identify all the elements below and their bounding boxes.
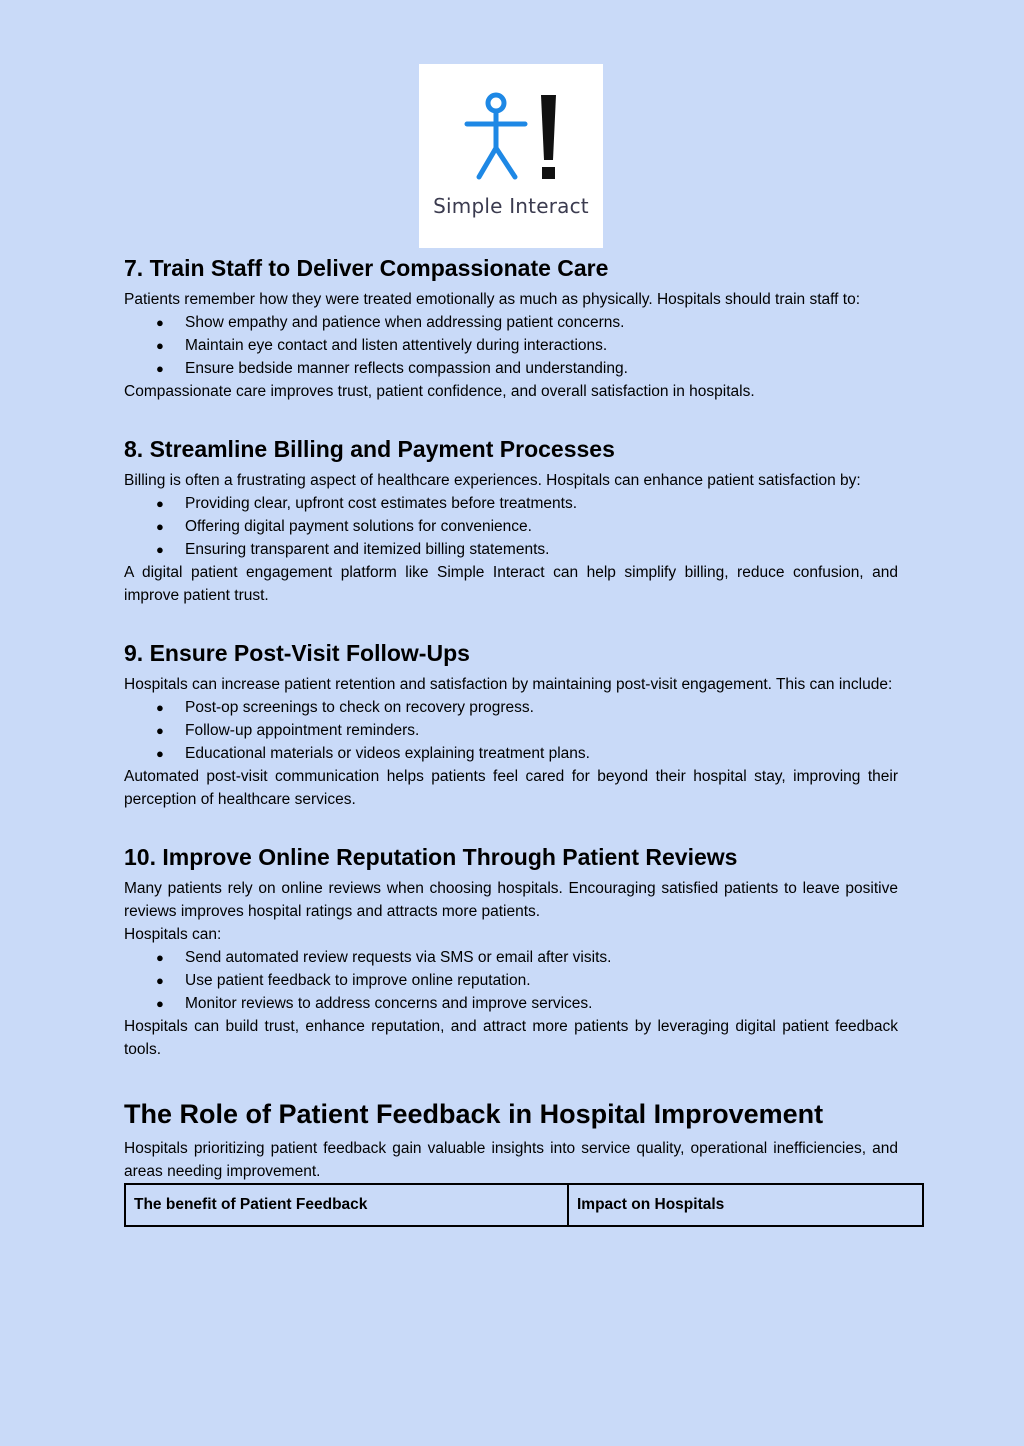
table-header-row xyxy=(125,1184,923,1226)
section-train-staff xyxy=(124,252,898,403)
list-item: ● Follow-up appointment reminders. xyxy=(124,719,898,742)
section-intro: Many patients rely on online reviews when choosing hospitals. Encouraging satisfied patients to leave positive reviews improves hospital ratings and attracts more patients. xyxy=(124,880,898,920)
bullet-icon: ● xyxy=(156,496,164,511)
feedback-table xyxy=(124,1183,924,1227)
list-item: ● Maintain eye contact and listen attentively during interactions. xyxy=(124,334,898,357)
list-item: ● Providing clear, upfront cost estimates before treatments. xyxy=(124,492,898,515)
bullet-icon: ● xyxy=(156,973,164,988)
bullet-icon: ● xyxy=(156,996,164,1011)
section-title: 8. Streamline Billing and Payment Processes xyxy=(124,436,615,462)
table-header-cell: The benefit of Patient Feedback xyxy=(125,1184,568,1226)
section-intro: Hospitals can increase patient retention and satisfaction by maintaining post-visit engagement. This can include: xyxy=(124,676,893,693)
list-item: ● Ensuring transparent and itemized billing statements. xyxy=(124,538,898,561)
bullet-list xyxy=(124,492,898,561)
list-item: ● Use patient feedback to improve online reputation. xyxy=(124,969,898,992)
list-item: ● Post-op screenings to check on recovery progress. xyxy=(124,696,898,719)
bullet-icon: ● xyxy=(156,338,164,353)
section-intro: Billing is often a frustrating aspect of healthcare experiences. Hospitals can enhance patient satisfaction by: xyxy=(124,472,861,489)
section-title: 10. Improve Online Reputation Through Patient Reviews xyxy=(124,844,738,870)
bullet-list xyxy=(124,696,898,765)
bullet-icon: ● xyxy=(156,315,164,330)
section-intro: Patients remember how they were treated emotionally as much as physically. Hospitals should train staff to: xyxy=(124,291,861,308)
bullet-icon: ● xyxy=(156,542,164,557)
section-outro: A digital patient engagement platform like Simple Interact can help simplify billing, reduce confusion, and improve patient trust. xyxy=(124,564,898,604)
list-item: ● Show empathy and patience when addressing patient concerns. xyxy=(124,311,898,334)
section-outro: Automated post-visit communication helps patients feel cared for beyond their hospital stay, improving their perception of healthcare services. xyxy=(124,768,898,808)
list-item: ● Monitor reviews to address concerns and improve services. xyxy=(124,992,898,1015)
bullet-icon: ● xyxy=(156,700,164,715)
bullet-list xyxy=(124,311,898,380)
article-content xyxy=(124,252,898,1227)
list-item: ● Offering digital payment solutions for convenience. xyxy=(124,515,898,538)
logo-figure-icon xyxy=(419,64,603,248)
bullet-list xyxy=(124,946,898,1015)
bullet-icon: ● xyxy=(156,361,164,376)
bullet-icon: ● xyxy=(156,519,164,534)
bullet-icon: ● xyxy=(156,723,164,738)
page-heading: The Role of Patient Feedback in Hospital Improvement xyxy=(124,1099,824,1129)
section-outro: Compassionate care improves trust, patient confidence, and overall satisfaction in hospitals. xyxy=(124,383,755,400)
simple-interact-logo xyxy=(419,64,603,248)
bullet-icon: ● xyxy=(156,746,164,761)
section-follow-ups xyxy=(124,637,898,811)
section-role-of-feedback xyxy=(124,1095,898,1227)
list-item: ● Educational materials or videos explaining treatment plans. xyxy=(124,742,898,765)
bullet-icon: ● xyxy=(156,950,164,965)
list-item: ● Send automated review requests via SMS or email after visits. xyxy=(124,946,898,969)
section-title: 9. Ensure Post-Visit Follow-Ups xyxy=(124,640,470,666)
table-header-cell: Impact on Hospitals xyxy=(568,1184,923,1226)
section-billing xyxy=(124,433,898,607)
section-title: 7. Train Staff to Deliver Compassionate Care xyxy=(124,255,609,281)
section-outro: Hospitals can build trust, enhance reputation, and attract more patients by leveraging digital patient feedback tools. xyxy=(124,1018,898,1058)
section-online-reputation xyxy=(124,841,898,1061)
logo-text: Simple Interact xyxy=(433,194,589,218)
list-item: ● Ensure bedside manner reflects compassion and understanding. xyxy=(124,357,898,380)
section-intro: Hospitals prioritizing patient feedback gain valuable insights into service quality, operational inefficiencies, and areas needing improvement. xyxy=(124,1140,898,1180)
section-intro-2: Hospitals can: xyxy=(124,926,222,943)
